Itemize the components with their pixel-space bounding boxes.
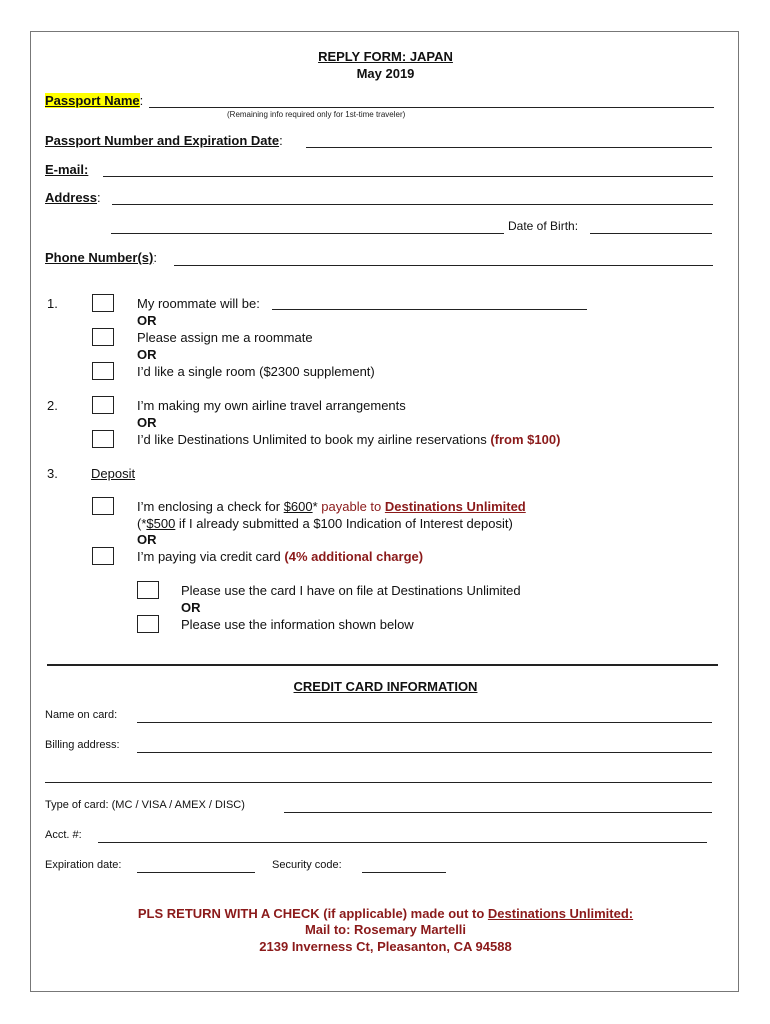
or-4: OR bbox=[137, 532, 157, 547]
security-code-field[interactable] bbox=[362, 872, 446, 873]
email-field[interactable] bbox=[103, 176, 713, 177]
alt-deposit-line bbox=[137, 516, 513, 531]
colon: : bbox=[139, 93, 144, 108]
colon: : bbox=[153, 250, 157, 265]
passport-number-field[interactable] bbox=[306, 147, 712, 148]
dob-field[interactable] bbox=[590, 233, 712, 234]
passport-name-field[interactable] bbox=[149, 107, 714, 108]
name-on-card-field[interactable] bbox=[137, 722, 712, 723]
credit-charge: (4% additional charge) bbox=[284, 549, 424, 564]
book-airline-checkbox[interactable] bbox=[92, 430, 114, 448]
name-on-card-label: Name on card: bbox=[45, 709, 118, 721]
assign-roommate-label: Please assign me a roommate bbox=[137, 330, 313, 345]
billing-address-field-1[interactable] bbox=[137, 752, 712, 753]
phone-label-wrap bbox=[45, 250, 157, 265]
or-2: OR bbox=[137, 347, 157, 362]
account-number-label: Acct. #: bbox=[45, 829, 82, 841]
billing-address-label: Billing address: bbox=[45, 739, 120, 751]
roommate-checkbox[interactable] bbox=[92, 294, 114, 312]
dob-label: Date of Birth: bbox=[508, 219, 579, 233]
colon: : bbox=[279, 133, 283, 148]
form-date: May 2019 bbox=[356, 66, 415, 81]
roommate-label: My roommate will be: bbox=[137, 296, 260, 311]
check-payee: Destinations Unlimited bbox=[384, 499, 526, 514]
return-payee: Destinations Unlimited: bbox=[487, 906, 634, 921]
credit-prefix: I’m paying via credit card bbox=[137, 549, 285, 564]
passport-name-label-wrap bbox=[45, 93, 143, 108]
section-divider bbox=[47, 664, 718, 666]
phone-field[interactable] bbox=[174, 265, 713, 266]
mail-to-line: Mail to: Rosemary Martelli bbox=[304, 922, 467, 937]
single-room-label: I’d like a single room ($2300 supplement) bbox=[137, 364, 375, 379]
mailing-address-line: 2139 Inverness Ct, Pleasanton, CA 94588 bbox=[259, 939, 512, 954]
passport-number-label-wrap bbox=[45, 133, 283, 148]
expiration-date-field[interactable] bbox=[137, 872, 255, 873]
check-payable: payable to bbox=[317, 499, 385, 514]
or-3: OR bbox=[137, 415, 157, 430]
return-instructions bbox=[31, 906, 740, 921]
card-type-field[interactable] bbox=[284, 812, 712, 813]
or-1: OR bbox=[137, 313, 157, 328]
own-airline-label: I’m making my own airline travel arrangements bbox=[137, 398, 406, 413]
billing-address-field-2[interactable] bbox=[45, 782, 712, 783]
remaining-info-note: (Remaining info required only for 1st-time traveler) bbox=[227, 110, 406, 119]
card-on-file-label: Please use the card I have on file at Destinations Unlimited bbox=[181, 583, 521, 598]
address-label: Address bbox=[45, 190, 98, 205]
single-room-checkbox[interactable] bbox=[92, 362, 114, 380]
alt-prefix: (* bbox=[137, 516, 147, 531]
passport-name-label: Passport Name bbox=[45, 93, 140, 108]
section1-number: 1. bbox=[47, 296, 58, 311]
roommate-name-field[interactable] bbox=[272, 309, 587, 310]
section3-number: 3. bbox=[47, 466, 58, 481]
alt-amount: $500 bbox=[146, 516, 176, 531]
own-airline-checkbox[interactable] bbox=[92, 396, 114, 414]
book-airline-label-wrap bbox=[137, 432, 560, 447]
book-airline-price: (from $100) bbox=[490, 432, 561, 447]
expiration-date-label: Expiration date: bbox=[45, 859, 122, 871]
address-field-line2[interactable] bbox=[111, 233, 504, 234]
reply-form-page bbox=[30, 31, 739, 992]
or-5: OR bbox=[181, 600, 201, 615]
section2-number: 2. bbox=[47, 398, 58, 413]
credit-card-heading: CREDIT CARD INFORMATION bbox=[293, 679, 478, 694]
passport-number-label: Passport Number and Expiration Date bbox=[45, 133, 280, 148]
check-star: * bbox=[312, 499, 318, 514]
card-on-file-checkbox[interactable] bbox=[137, 581, 159, 599]
address-field-line1[interactable] bbox=[112, 204, 713, 205]
alt-suffix: if I already submitted a $100 Indication of Interest deposit) bbox=[175, 516, 513, 531]
credit-card-line bbox=[137, 549, 423, 564]
security-code-label: Security code: bbox=[272, 859, 342, 871]
colon: : bbox=[97, 190, 101, 205]
book-airline-label: I’d like Destinations Unlimited to book my airline reservations bbox=[137, 432, 487, 447]
phone-label: Phone Number(s) bbox=[45, 250, 154, 265]
email-label: E-mail: bbox=[45, 162, 89, 177]
account-number-field[interactable] bbox=[98, 842, 707, 843]
card-type-label: Type of card: (MC / VISA / AMEX / DISC) bbox=[45, 799, 245, 811]
check-checkbox[interactable] bbox=[92, 497, 114, 515]
credit-card-checkbox[interactable] bbox=[92, 547, 114, 565]
form-title: REPLY FORM: JAPAN bbox=[318, 49, 453, 64]
info-below-label: Please use the information shown below bbox=[181, 617, 414, 632]
address-label-wrap bbox=[45, 190, 101, 205]
check-amount: $600 bbox=[283, 499, 313, 514]
info-below-checkbox[interactable] bbox=[137, 615, 159, 633]
deposit-label: Deposit bbox=[91, 466, 136, 481]
assign-roommate-checkbox[interactable] bbox=[92, 328, 114, 346]
check-line bbox=[137, 499, 526, 514]
check-prefix: I’m enclosing a check for bbox=[137, 499, 284, 514]
return-prefix: PLS RETURN WITH A CHECK (if applicable) made out to bbox=[137, 906, 488, 921]
